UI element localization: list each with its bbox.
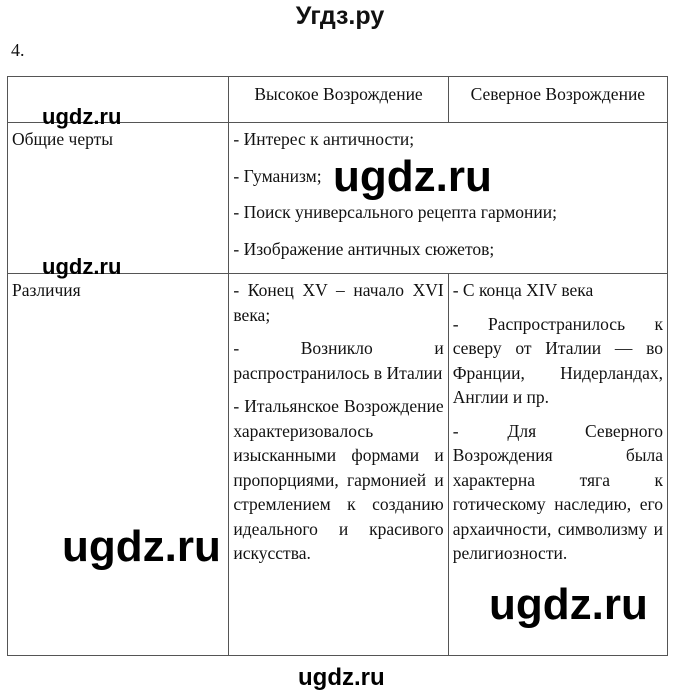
difference-item: - Возникло и распространилось в Италии	[233, 338, 444, 383]
common-item: - Интерес к античности;	[233, 129, 415, 149]
site-title: Угдз.ру	[295, 2, 385, 30]
difference-item: - Распространилось к северу от Италии — во Франции, Нидерландах, Англии и пр.	[452, 313, 663, 407]
row-label-differences: Различия	[8, 274, 229, 656]
header-cell-high-renaissance: Высокое Возрождение	[229, 77, 448, 123]
difference-item: - Для Северного Возрождения была характерна тяга к готическому наследию, его архаичности, символизму и религиозности.	[452, 420, 663, 563]
common-item: - Гуманизм;	[233, 165, 322, 186]
difference-item: - С конца XIV века	[452, 280, 594, 300]
footer-watermark: ugdz.ru	[298, 664, 385, 691]
common-item: - Изображение античных сюжетов;	[233, 238, 495, 259]
difference-item: - Конец XV – начало XVI века;	[233, 280, 444, 325]
watermark: ugdz.ru	[42, 104, 122, 129]
common-item: - Поиск универсального рецепта гармонии;	[233, 202, 557, 222]
task-number: 4.	[11, 40, 25, 60]
watermark: ugdz.ru	[489, 580, 648, 629]
watermark: ugdz.ru	[42, 254, 122, 279]
watermark: ugdz.ru	[333, 152, 492, 201]
differences-high-cell	[229, 274, 448, 656]
difference-item: - Итальянское Возрождение характеризовалось изысканными формами и пропорциями, гармонией и стремлением к созданию идеального и красивого искусства.	[233, 396, 444, 563]
row-label-common: Общие черты	[8, 123, 229, 274]
header-cell-northern-renaissance: Северное Возрождение	[448, 77, 667, 123]
watermark: ugdz.ru	[62, 522, 221, 571]
